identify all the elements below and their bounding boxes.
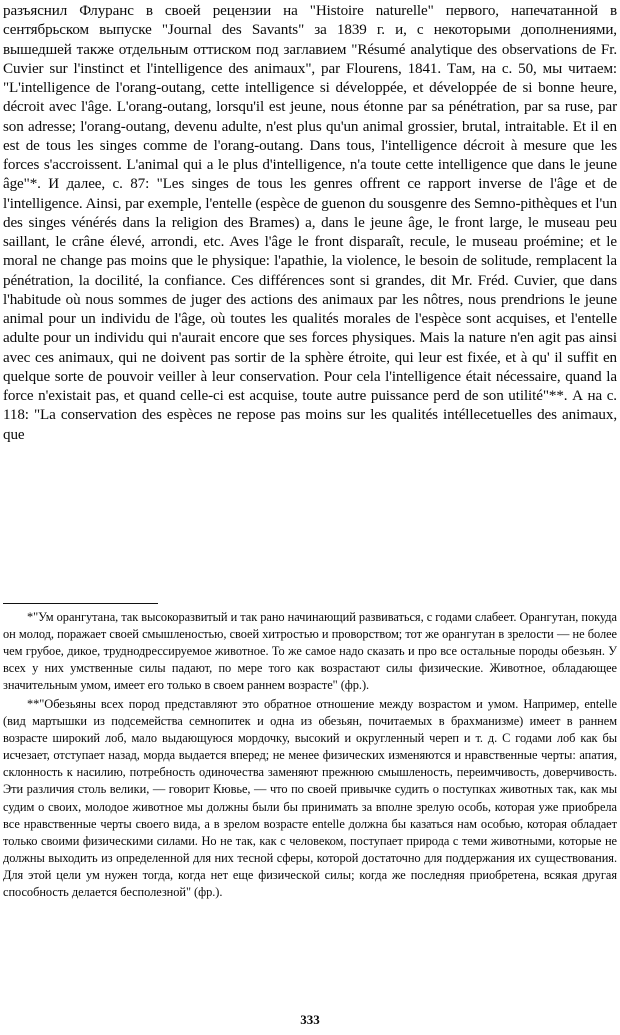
footnote-divider	[3, 603, 158, 604]
footnote-2: **"Обезьяны всех пород представляют это обратное отношение между возрастом и умом. Например, entelle (вид мартышки из подсемейства семнопитек и одна из обезьян, почитаемых в брахманизме) имеет в раннем возрасте широкий лоб, мало выдающуюся мордочку, высокий и округленный череп и т. д. С годами лоб как бы исчезает, отступает назад, морда выдается вперед; не менее физических изменяются и нравственные черты: апатия, склонность к насилию, потребность одиночества заменяют прежнюю смышленость, переимчивость, доверчивость. Эти различия столь велики, — говорит Кювье, — что по своей привычке судить о поступках животных так, как мы судим о своих, молодое животное мы должны были бы принимать за вполне зрелую особь, которая уже приобрела все нравственные черты своего вида, а в зрелом возрасте entelle должна бы казаться нам особью, которая обладает только своими физическими силами. Но не так, как с человеком, поступает природа с теми животными, которые не должны выходить из определенной для них тесной сферы, которой достаточно для поддержания их существования. Для этой цели ум нужен тогда, когда нет еще физической силы; когда же последняя приобретена, всякая другая способность делается бесполезной" (фр.).	[3, 697, 617, 899]
footnotes-block	[3, 609, 617, 901]
page-number: 333	[300, 1012, 320, 1027]
main-paragraph: разъяснил Флуранс в своей рецензии на "Histoire naturelle" первого, напечатанной в сентябрьском выпуске "Journal des Savants" за 1839 г. и, с некоторыми дополнениями, вышедшей также отдельным оттиском под заглавием "Résumé analytique des observations de Fr. Cuvier sur l'instinct et l'intelligence des animaux", par Flourens, 1841. Там, на с. 50, мы читаем: "L'intelligence de l'orang-outang, cette intelligence si développée, et développée de si bonne heure, décroit avec l'âge. L'orang-outang, lorsqu'il est jeune, nous étonne par sa pénétration, par sa ruse, par son adresse; l'orang-outang, devenu adulte, n'est plus qu'un animal grossier, brutal, intraitable. Et il en est de tous les singes comme de l'orang-outang. Dans tous, l'intelligence décroit à mesure que les forces s'accroissent. L'animal qui a le plus d'intelligence, n'a toute cette intelligence que dans le jeune âge"*. И далее, с. 87: "Les singes de tous les genres offrent ce rapport inverse de l'âge et de l'intelligence. Ainsi, par exemple, l'entelle (espèce de guenon du sousgenre des Semno-pithèques et l'un des singes vénérés dans la religion des Brames) a, dans le jeune âge, le front large, le museau peu saillant, le crâne élevé, arrondi, etc. Aves l'âge le front disparaît, recule, le museau proémine; et le moral ne change pas moins que le physique: l'apathie, la violence, le besoin de solitude, remplacent la pénétration, la docilité, la confiance. Ces différences sont si grandes, dit Mr. Fréd. Cuvier, que dans l'habitude où nous sommes de juger des actions des animaux par les nôtres, nous prendrions le jeune animal pour un individu de l'âge, où toutes les qualités morales de l'espèce sont acquises, et l'entelle adulte pour un individu qui n'aurait encore que ses forces physiques. Mais la nature n'en agit pas ainsi avec ces animaux, qui ne doivent pas sortir de la sphère étroite, qui leur est fixée, et à qu' il suffit en quelque sorte de pouvoir veiller à leur conservation. Pour cela l'intelligence était nécessaire, quand la force n'existait pas, et quand celle-ci est acquise, toute autre puissance perd de son utilité"**. А на с. 118: "La conservation des espèces ne repose pas moins sur les qualités intéllecetuelles des animaux, que	[3, 3, 617, 443]
book-page	[3, 0, 617, 1035]
footnote-1: *"Ум орангутана, так высокоразвитый и так рано начинающий развиваться, с годами слабеет. Орангутан, покуда он молод, поражает своей смышленостью, своей хитростью и проворством; тот же орангутан в зрелости — не более чем грубое, дикое, труднодрессируемое животное. То же самое надо сказать и про все остальные породы обезьян. У всех у них умственные силы падают, по мере того как возрастают силы физические. Животное, обладающее значительным умом, имеет его только в своем раннем возрасте" (фр.).	[3, 610, 617, 693]
main-text-block	[3, 2, 617, 445]
